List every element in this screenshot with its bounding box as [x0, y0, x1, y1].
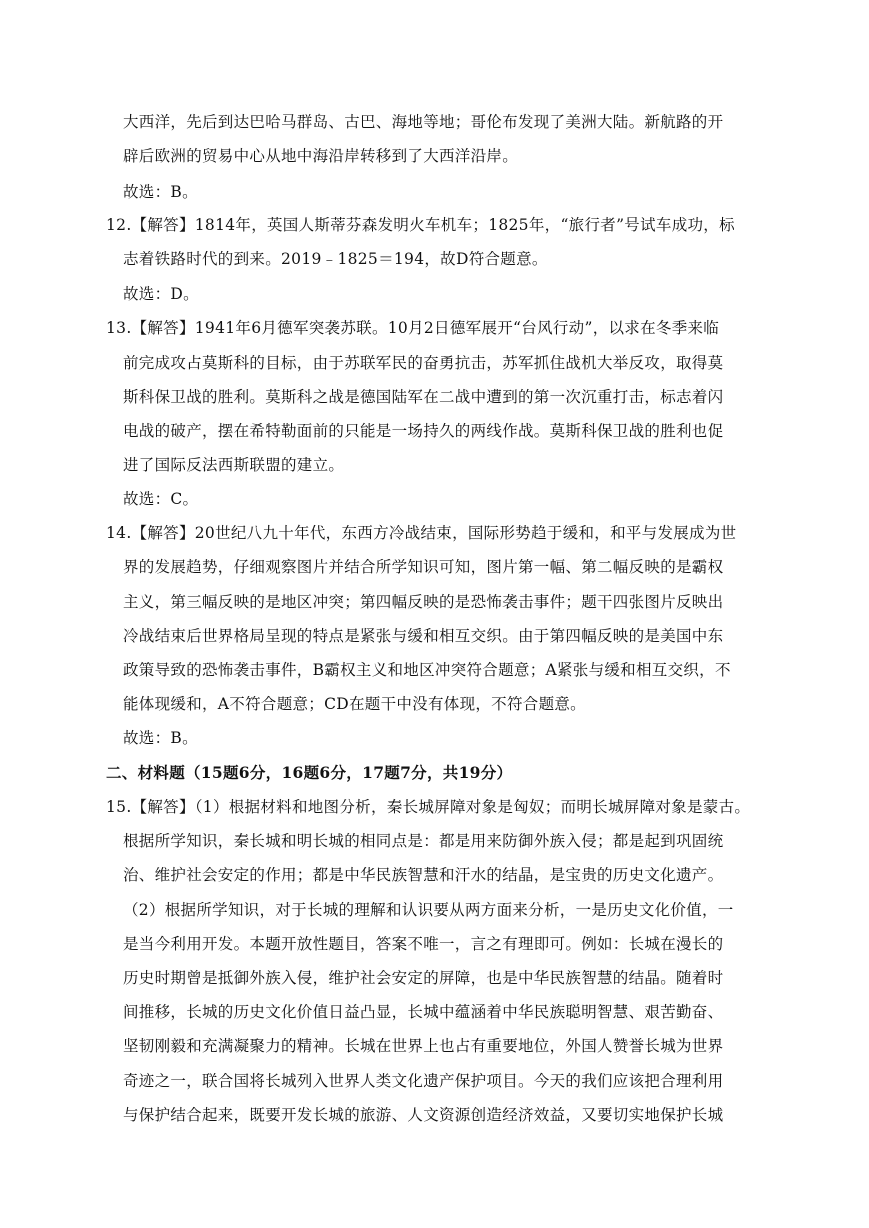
sub-answer-2: （2）根据所学知识，对于长城的理解和认识要从两方面来分析，一是历史文化价值，一 — [123, 901, 734, 919]
text-line: 是当今利用开发。本题开放性题目，答案不唯一，言之有理即可。例如：长城在漫长的 — [123, 935, 724, 953]
text-line: 前完成攻占莫斯科的目标，由于苏联军民的奋勇抗击，苏军抓住战机大举反攻，取得莫 — [123, 354, 724, 372]
text-line: 大西洋，先后到达巴哈马群岛、古巴、海地等地；哥伦布发现了美洲大陆。新航路的开 — [123, 113, 724, 131]
text-line: 政策导致的恐怖袭击事件，B霸权主义和地区冲突符合题意；A紧张与缓和相互交织，不 — [123, 661, 731, 679]
text-line: 间推移，长城的历史文化价值日益凸显，长城中蕴涵着中华民族聪明智慧、艰苦勤奋、 — [123, 1003, 724, 1021]
question-12-answer: 12.【解答】1814年，英国人斯蒂芬森发明火车机车；1825年，“旅行者”号试车成功，标 — [106, 216, 735, 234]
text-line: 治、维护社会安定的作用；都是中华民族智慧和汗水的结晶，是宝贵的历史文化遗产。 — [123, 866, 724, 884]
text-line: 界的发展趋势，仔细观察图片并结合所学知识可知，图片第一幅、第二幅反映的是霸权 — [123, 558, 724, 576]
answer-line: 故选：B。 — [123, 729, 198, 747]
question-14-answer: 14.【解答】20世纪八九十年代，东西方冷战结束，国际形势趋于缓和，和平与发展成为世 — [106, 524, 737, 542]
text-line: 辟后欧洲的贸易中心从地中海沿岸转移到了大西洋沿岸。 — [123, 147, 519, 165]
answer-line: 故选：B。 — [123, 183, 198, 201]
answer-line: 故选：C。 — [123, 490, 199, 508]
text-line: 志着铁路时代的到来。2019﹣1825＝194，故D符合题意。 — [123, 250, 548, 268]
text-line: 主义，第三幅反映的是地区冲突；第四幅反映的是恐怖袭击事件；题干四张图片反映出 — [123, 593, 724, 611]
question-13-answer: 13.【解答】1941年6月德军突袭苏联。10月2日德军展开“台风行动”，以求在冬季来临 — [106, 319, 720, 337]
text-line: 与保护结合起来，既要开发长城的旅游、人文资源创造经济效益，又要切实地保护长城 — [123, 1106, 724, 1124]
answer-line: 故选：D。 — [123, 285, 199, 303]
text-line: 历史时期曾是抵御外族入侵，维护社会安定的屏障，也是中华民族智慧的结晶。随着时 — [123, 969, 724, 987]
text-line: 冷战结束后世界格局呈现的特点是紧张与缓和相互交织。由于第四幅反映的是美国中东 — [123, 627, 724, 645]
text-line: 坚韧刚毅和充满凝聚力的精神。长城在世界上也占有重要地位，外国人赞誉长城为世界 — [123, 1037, 724, 1055]
text-line: 斯科保卫战的胜利。莫斯科之战是德国陆军在二战中遭到的第一次沉重打击，标志着闪 — [123, 388, 724, 406]
text-line: 进了国际反法西斯联盟的建立。 — [123, 456, 345, 474]
text-line: 奇迹之一，联合国将长城列入世界人类文化遗产保护项目。今天的我们应该把合理利用 — [123, 1072, 724, 1090]
text-line: 能体现缓和，A不符合题意；CD在题干中没有体现，不符合题意。 — [123, 695, 586, 713]
question-15-answer: 15.【解答】（1）根据材料和地图分析，秦长城屏障对象是匈奴；而明长城屏障对象是蒙古。 — [106, 798, 751, 816]
section-heading: 二、材料题（15题6分，16题6分，17题7分，共19分） — [106, 763, 513, 782]
text-line: 根据所学知识，秦长城和明长城的相同点是：都是用来防御外族入侵；都是起到巩固统 — [123, 832, 724, 850]
text-line: 电战的破产，摆在希特勒面前的只能是一场持久的两线作战。莫斯科保卫战的胜利也促 — [123, 422, 724, 440]
